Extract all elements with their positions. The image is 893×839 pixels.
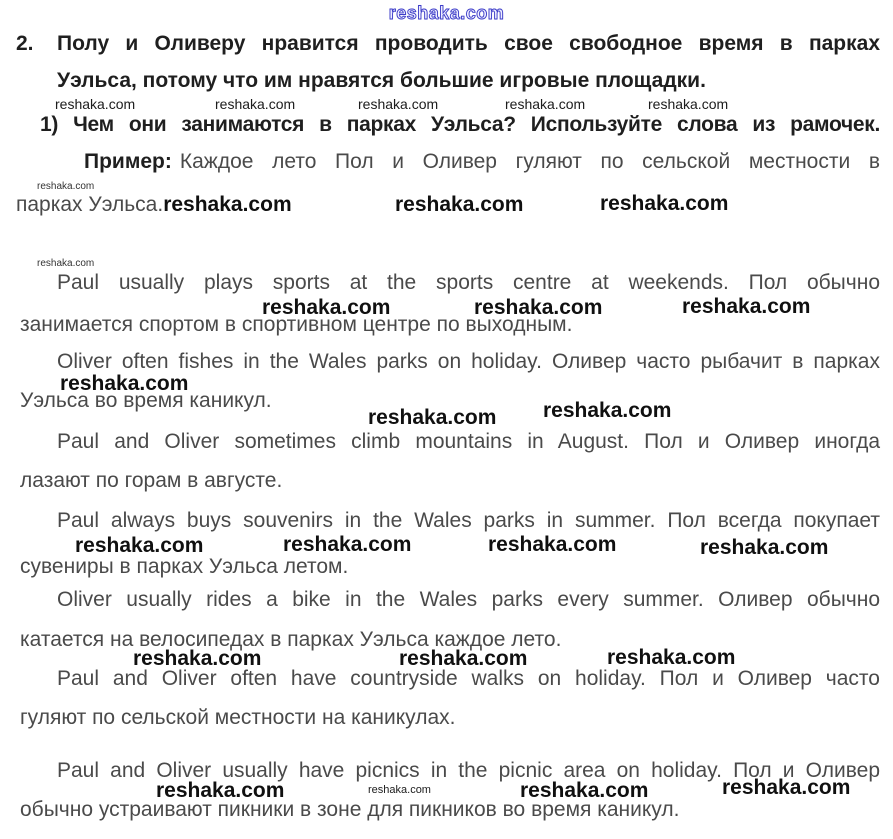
watermark: reshaka.com bbox=[607, 646, 736, 669]
answer-5-line-2: катается на велосипедах в парках Уэльса каждое лето. bbox=[20, 628, 562, 651]
watermark: reshaka.com bbox=[133, 647, 262, 670]
watermark: reshaka.com bbox=[75, 534, 204, 557]
answer-7-line-1: Paul and Oliver usually have picnics in the picnic area on holiday. Пол и Оливер bbox=[57, 759, 880, 782]
answer-4-line-1: Paul always buys souvenirs in the Wales parks in summer. Пол всегда покупает bbox=[57, 509, 880, 532]
answer-5-line-1: Oliver usually rides a bike in the Wales parks every summer. Оливер обычно bbox=[57, 588, 880, 611]
subtask-question: 1) Чем они занимаются в парках Уэльса? Используйте слова из рамочек. bbox=[40, 113, 880, 136]
watermark: reshaka.com bbox=[283, 533, 412, 556]
answer-6-line-2: гуляют по сельской местности на каникулах. bbox=[20, 706, 456, 729]
watermark: reshaka.com bbox=[55, 96, 136, 112]
task-statement-line-1: Полу и Оливеру нравится проводить свое свободное время в парках bbox=[57, 32, 880, 55]
watermark: reshaka.com bbox=[648, 96, 729, 112]
answer-6-line-1: Paul and Oliver often have countryside walks on holiday. Пол и Оливер часто bbox=[57, 667, 880, 690]
example-text-line-2: парках Уэльса. bbox=[16, 193, 164, 216]
watermark: reshaka.com bbox=[262, 296, 391, 319]
task-number: 2. bbox=[16, 32, 34, 55]
example-line-2 bbox=[16, 194, 292, 216]
answer-1-line-2: занимается спортом в спортивном центре по выходным. bbox=[20, 313, 573, 336]
watermark: reshaka.com bbox=[368, 784, 431, 796]
answer-3-line-1: Paul and Oliver sometimes climb mountains in August. Пол и Оливер иногда bbox=[57, 430, 880, 453]
example-text-line-1: Каждое лето Пол и Оливер гуляют по сельской местности в bbox=[179, 150, 880, 173]
watermark: reshaka.com bbox=[474, 296, 603, 319]
watermark: reshaka.com bbox=[520, 779, 649, 802]
watermark: reshaka.com bbox=[395, 193, 524, 216]
watermark: reshaka.com bbox=[215, 96, 296, 112]
answer-1-line-1: Paul usually plays sports at the sports centre at weekends. Пол обычно bbox=[57, 271, 880, 294]
watermark: reshaka.com bbox=[399, 647, 528, 670]
task-statement-line-2: Уэльса, потому что им нравятся большие игровые площадки. bbox=[57, 69, 706, 92]
answer-3-line-2: лазают по горам в августе. bbox=[20, 469, 283, 492]
watermark: reshaka.com bbox=[682, 295, 811, 318]
watermark: reshaka.com bbox=[722, 776, 851, 799]
watermark: reshaka.com bbox=[700, 536, 829, 559]
watermark: reshaka.com bbox=[60, 372, 189, 395]
watermark: reshaka.com bbox=[37, 258, 95, 269]
watermark: reshaka.com bbox=[37, 181, 95, 192]
watermark: reshaka.com bbox=[505, 96, 586, 112]
watermark: reshaka.com bbox=[156, 779, 285, 802]
watermark: reshaka.com bbox=[488, 533, 617, 556]
answer-7-line-2: обычно устраивают пикники в зоне для пикников во время каникул. bbox=[20, 798, 680, 821]
watermark: reshaka.com bbox=[368, 406, 497, 429]
example-label: Пример: bbox=[84, 150, 172, 173]
watermark: reshaka.com bbox=[358, 96, 439, 112]
watermark-top: reshaka.com bbox=[388, 3, 505, 23]
answer-4-line-2: сувениры в парках Уэльса летом. bbox=[20, 555, 349, 578]
answer-2-line-2: Уэльса во время каникул. bbox=[20, 389, 272, 412]
watermark: reshaka.com bbox=[543, 399, 672, 422]
watermark: reshaka.com bbox=[163, 193, 292, 216]
example-line-1 bbox=[84, 151, 880, 173]
answer-2-line-1: Oliver often fishes in the Wales parks on holiday. Оливер часто рыбачит в парках bbox=[57, 350, 880, 373]
watermark: reshaka.com bbox=[600, 192, 729, 215]
